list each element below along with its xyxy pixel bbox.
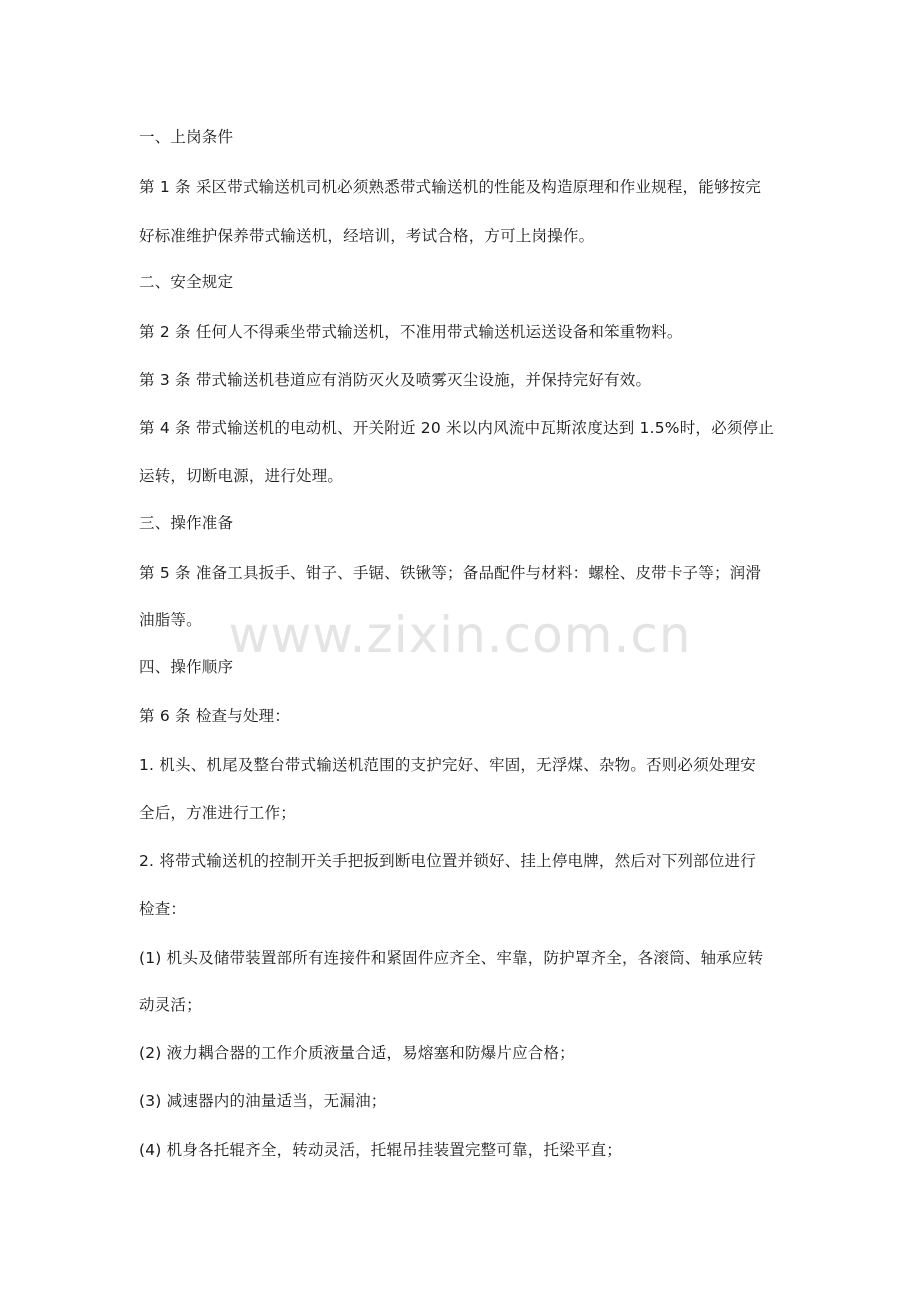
subitem-4-line-1: (4) 机身各托辊齐全，转动灵活，托辊吊挂装置完整可靠，托梁平直； (139, 1141, 622, 1159)
item-2-line-2: 检查： (139, 900, 187, 918)
article-1-line-1: 第 1 条 采区带式输送机司机必须熟悉带式输送机的性能及构造原理和作业规程，能够按完 (139, 178, 762, 196)
item-2-line-1: 2. 将带式输送机的控制开关手把扳到断电位置并锁好、挂上停电牌，然后对下列部位进行 (139, 852, 756, 870)
watermark: www.zixin.com.cn (228, 606, 692, 664)
article-3-line-1: 第 3 条 带式输送机巷道应有消防灭火及喷雾灭尘设施，并保持完好有效。 (139, 371, 652, 389)
section-heading-qualification: 一、上岗条件 (139, 128, 234, 146)
item-1-line-1: 1. 机头、机尾及整台带式输送机范围的支护完好、牢固，无浮煤、杂物。否则必须处理安 (139, 756, 756, 774)
section-heading-preparation: 三、操作准备 (139, 514, 234, 532)
article-5-line-1: 第 5 条 准备工具扳手、钳子、手锯、铁锹等；备品配件与材料：螺栓、皮带卡子等；润滑 (139, 564, 762, 582)
section-heading-procedure: 四、操作顺序 (139, 658, 234, 676)
item-1-line-2: 全后，方准进行工作； (139, 804, 297, 822)
subitem-1-line-2: 动灵活； (139, 996, 202, 1014)
subitem-1-line-1: (1) 机头及储带装置部所有连接件和紧固件应齐全、牢靠，防护罩齐全，各滚筒、轴承应转 (139, 949, 764, 967)
article-4-line-2: 运转，切断电源，进行处理。 (139, 467, 344, 485)
article-1-line-2: 好标准维护保养带式输送机，经培训，考试合格，方可上岗操作。 (139, 227, 595, 245)
article-6-line-1: 第 6 条 检查与处理： (139, 707, 291, 725)
article-4-line-1: 第 4 条 带式输送机的电动机、开关附近 20 米以内风流中瓦斯浓度达到 1.5%时，必须停止 (139, 419, 774, 437)
subitem-3-line-1: (3) 减速器内的油量适当，无漏油； (139, 1092, 387, 1110)
section-heading-safety: 二、安全规定 (139, 273, 234, 291)
article-2-line-1: 第 2 条 任何人不得乘坐带式输送机，不准用带式输送机运送设备和笨重物料。 (139, 323, 683, 341)
article-5-line-2: 油脂等。 (139, 611, 202, 629)
subitem-2-line-1: (2) 液力耦合器的工作介质液量合适，易熔塞和防爆片应合格； (139, 1044, 575, 1062)
